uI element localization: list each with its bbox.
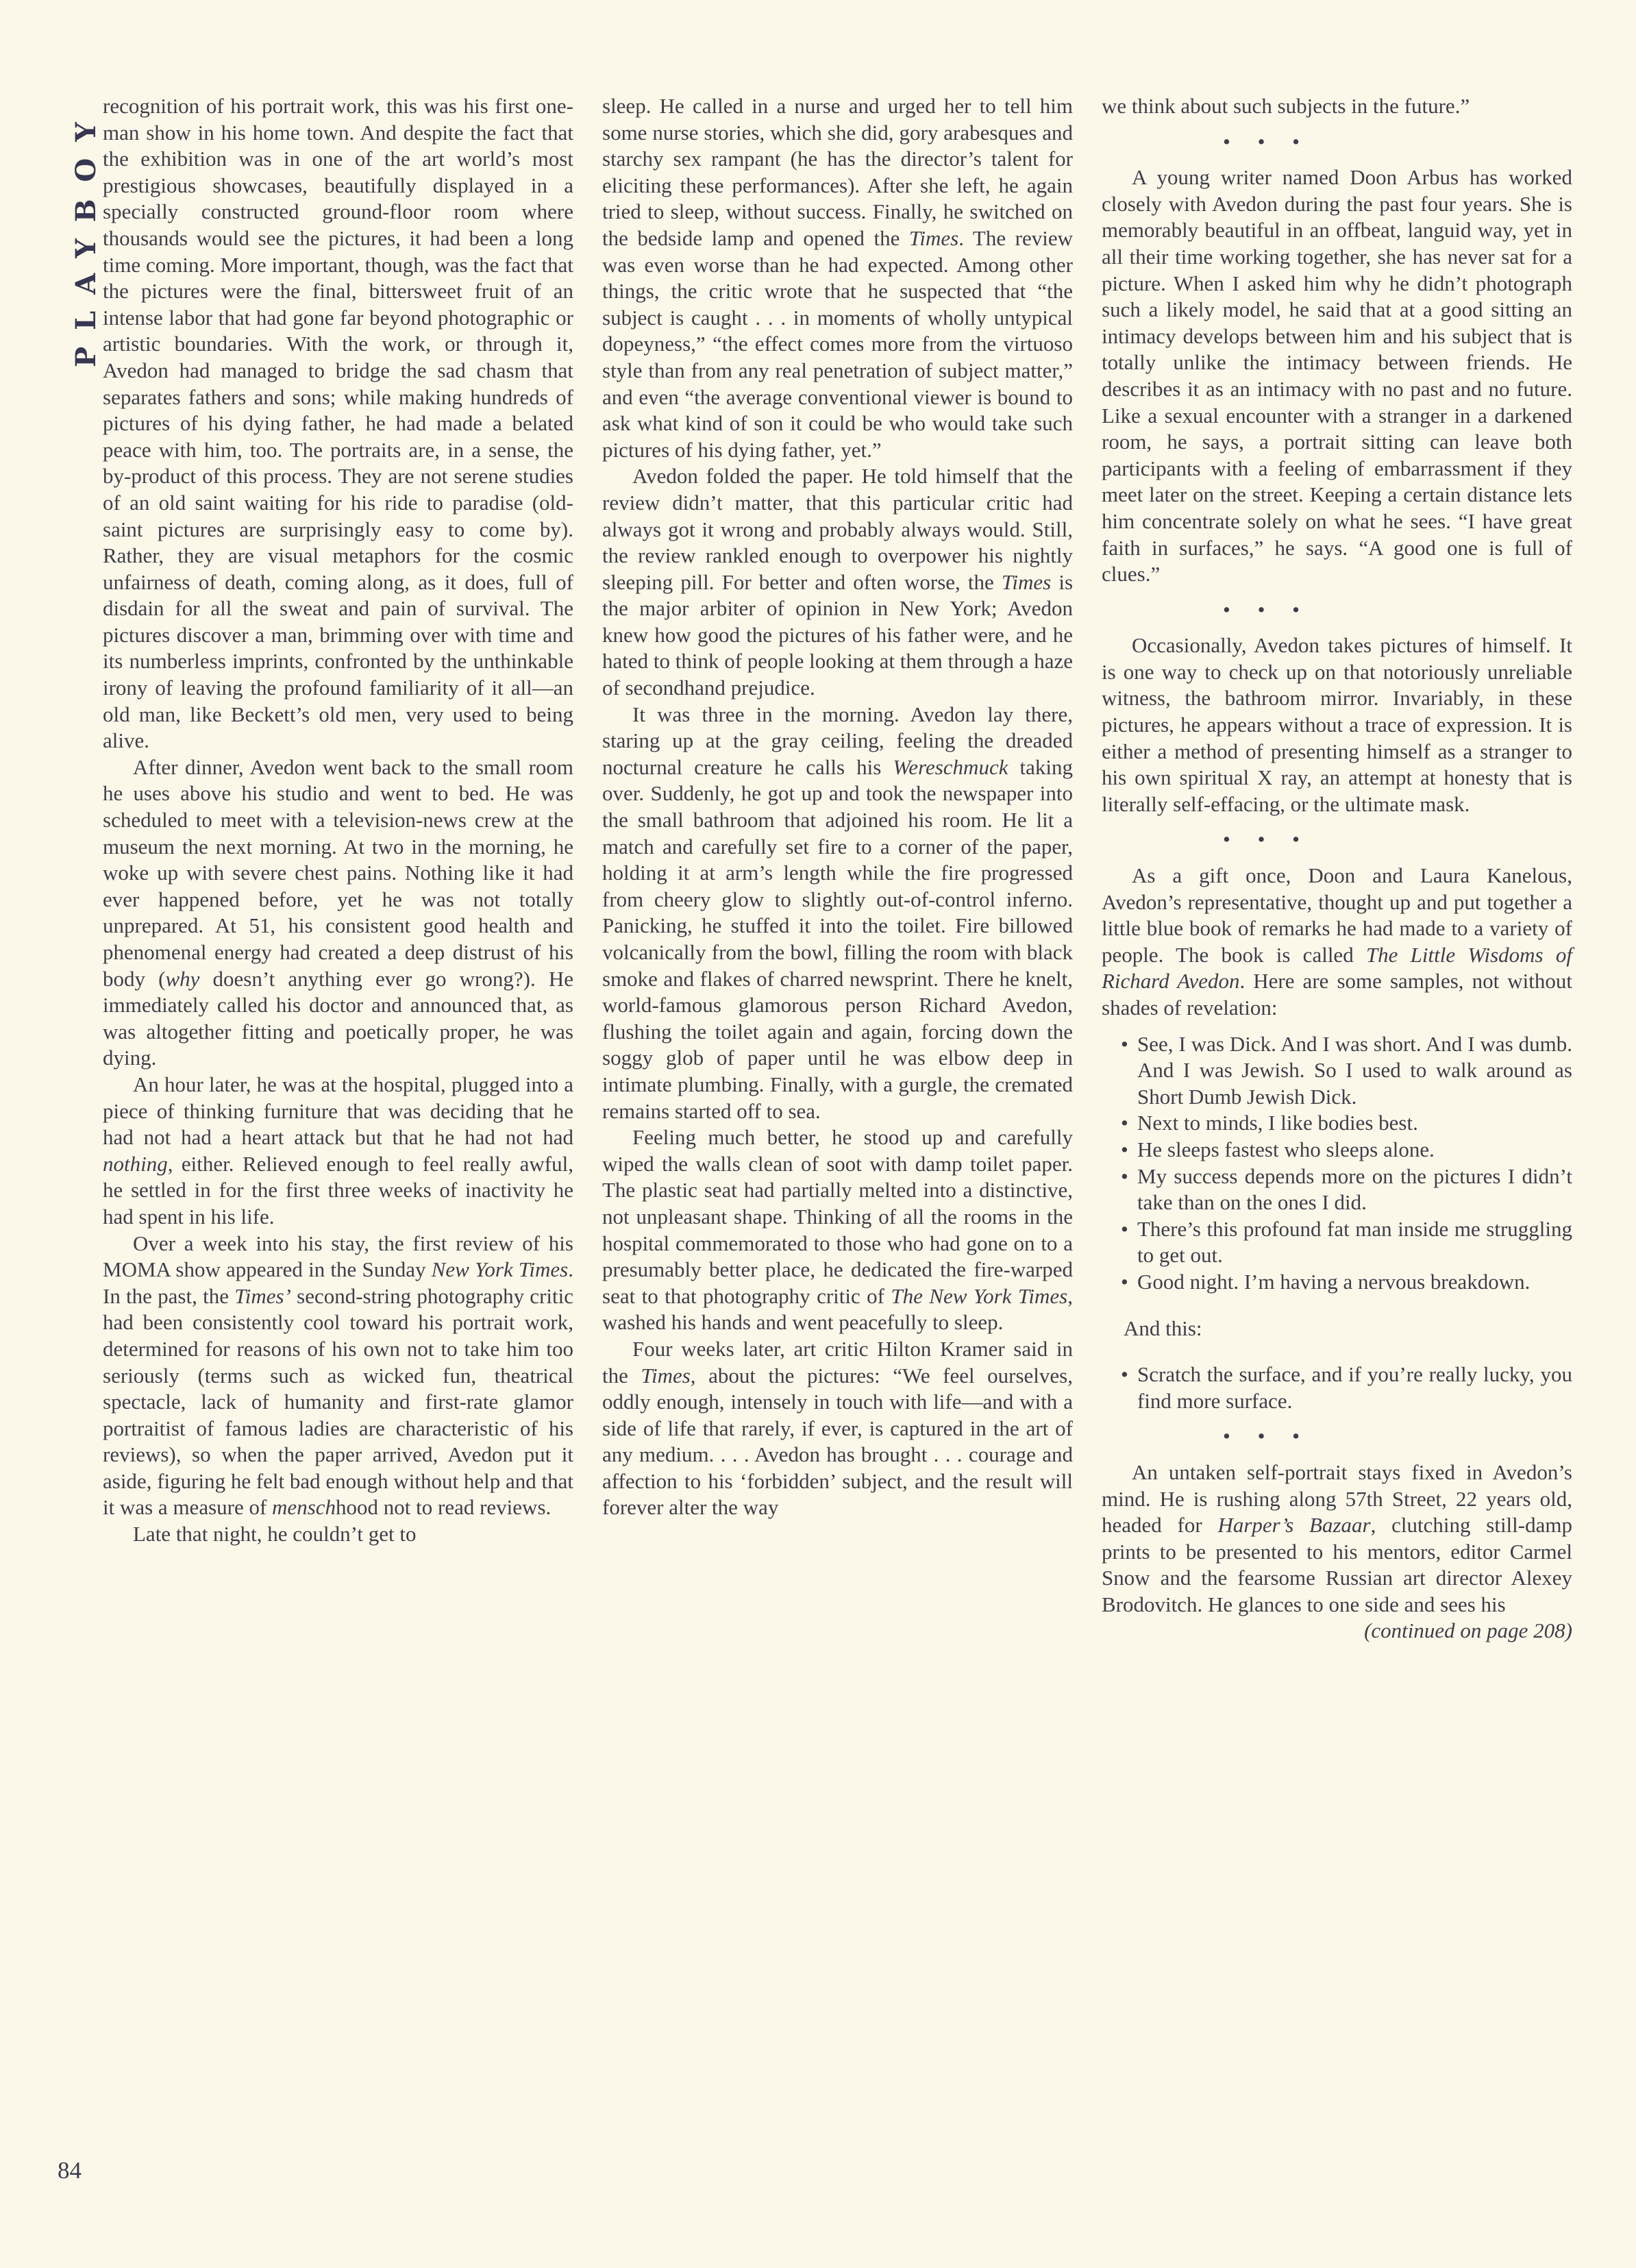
list-item-text: Scratch the surface, and if you’re really lucky, you find more surface. — [1137, 1362, 1572, 1413]
paragraph: we think about such subjects in the future.” — [1102, 94, 1470, 118]
paragraph: It was three in the morning. Avedon lay there, staring up at the gray ceiling, feeling the dreaded nocturnal creature he calls his Wereschmuck taking over. Suddenly, he got up and took the newspaper into the small bathroom that adjoined his room. He lit a match and carefully set fire to a corner of the paper, holding it at arm’s length while the fire progressed from cheery glow to slightly out-of-control inferno. Panicking, he stuffed it into the toilet. Fire billowed volcanically from the bowl, filling the room with black smoke and flakes of charred newsprint. There he knelt, world-famous glamorous person Richard Avedon, flushing the toilet again and again, forcing down the soggy glob of paper until he was elbow deep in intimate plumbing. Finally, with a gurgle, the cremated remains started off to sea. — [602, 702, 1073, 1123]
column-3 — [1102, 93, 1572, 1644]
list-item — [1102, 1031, 1572, 1111]
paragraph: An untaken self-portrait stays fixed in Avedon’s mind. He is rushing along 57th Street, 22 years old, headed for Harper’s Bazaar, clutching still-damp prints to be presented to his mentors, editor Carmel Snow and the fearsome Russian art director Alexey Brodovitch. He glances to one side and sees his — [1102, 1459, 1572, 1616]
paragraph: Avedon folded the paper. He told himself that the review didn’t matter, that this particular critic had always got it wrong and probably always would. Still, the review rankled enough to overpower his nightly sleeping pill. For better and often worse, the Times is the major arbiter of opinion in New York; Avedon knew how good the pictures of his father were, and he hated to think of people looking at them through a haze of secondhand prejudice. — [602, 464, 1074, 700]
paragraph: recognition of his portrait work, this was his first one-man show in his home town. And despite the fact that the exhibition was in one of the art world’s most prestigious showcases, beautifully displayed in a specially constructed ground-floor room where thousands would see the pictures, it had been a long time coming. More important, though, was the fact that the pictures were the final, bittersweet fruit of an intense labor that had gone far beyond photographic or artistic boundaries. With the work, or through it, Avedon had managed to bridge the sad chasm that separates fathers and sons; while making hundreds of pictures of his dying father, he had made a belated peace with him, too. The portraits are, in a sense, the by-product of this process. They are not serene studies of an old saint waiting for his ride to paradise (old-saint pictures are surprisingly easy to come by). Rather, they are visual metaphors for the cosmic unfairness of death, coming along, as it does, full of disdain for all the sweat and pain of survival. The pictures discover a man, brimming over with time and its numberless imprints, confronted by the unthinkable irony of leaving the profound familiarity of it all—an old man, like Beckett’s old men, very used to being alive. — [103, 94, 573, 753]
list-item-text: See, I was Dick. And I was short. And I was dumb. And I was Jewish. So I used to walk around as Short Dumb Jewish Dick. — [1137, 1031, 1572, 1109]
section-divider-dots: • • • — [1222, 1424, 1308, 1449]
paragraph: Feeling much better, he stood up and carefully wiped the walls clean of soot with damp toilet paper. The plastic seat had partially melted into a distinctive, not unpleasant shape. Thinking of all the rooms in the hospital commemorated to those who had gone on to a presumably better place, he dedicated the fire-warped seat to that photography critic of The New York Times, washed his hands and went peacefully to sleep. — [602, 1125, 1073, 1335]
paragraph: As a gift once, Doon and Laura Kanelous, Avedon’s representative, thought up and put together a little blue book of remarks he had made to a variety of people. The book is called The Little Wisdoms of Richard Avedon. Here are some samples, not without shades of revelation: — [1102, 863, 1573, 1020]
paragraph: After dinner, Avedon went back to the small room he uses above his studio and went to bed. He was scheduled to meet with a television-news crew at the museum the next morning. At two in the morning, he woke up with severe chest pains. Nothing like it had ever happened before, yet he was not totally unprepared. At 51, his consistent good health and phenomenal energy had created a deep distrust of his body (why doesn’t anything ever go wrong?). He immediately called his doctor and announced that, as was altogether fitting and poetically proper, he was dying. — [103, 754, 573, 1070]
column-2 — [602, 93, 1073, 1644]
list-item-text: Good night. I’m having a nervous breakdown. — [1137, 1269, 1530, 1294]
list-item — [1102, 1163, 1572, 1216]
paragraph: Late that night, he couldn’t get to — [133, 1522, 417, 1546]
list-intro: And this: — [1124, 1316, 1202, 1340]
paragraph: A young writer named Doon Arbus has worked closely with Avedon during the past four years. She is memorably beautiful in an offbeat, languid way, yet in all their time working together, she has never sat for a picture. When I asked him why he didn’t photograph such a likely model, he said that at a good sitting an intimacy develops between him and his subject that is totally unlike the intimacy between friends. He describes it as an intimacy with no past and no future. Like a sexual encounter with a stranger in a darkened room, he says, a portrait sitting can leave both participants with a feeling of embarrassment if they meet later on the street. Keeping a certain distance lets him concentrate solely on what he sees. “I have great faith in surfaces,” he says. “A good one is full of clues.” — [1102, 165, 1572, 587]
list-item-text: There’s this profound fat man inside me struggling to get out. — [1137, 1216, 1572, 1268]
paragraph: Four weeks later, art critic Hilton Kramer said in the Times, about the pictures: “We feel ourselves, oddly enough, intensely in touch with life—and with a side of life that rarely, if ever, is captured in the art of any medium. . . . Avedon has brought . . . courage and affection to his ‘forbidden’ subject, and the result will forever alter the way — [602, 1336, 1073, 1520]
magazine-title-vertical: PLAYBOY — [70, 106, 102, 367]
bullet-icon: • — [1121, 1163, 1128, 1188]
list-item-text: My success depends more on the pictures I didn’t take than on the ones I did. — [1137, 1163, 1572, 1215]
section-divider-dots: • • • — [1222, 827, 1308, 852]
list-item — [1102, 1269, 1572, 1296]
article-columns — [103, 93, 1572, 1644]
list-item — [1102, 1361, 1572, 1414]
section-divider-dots: • • • — [1222, 129, 1308, 153]
paragraph: sleep. He called in a nurse and urged her to tell him some nurse stories, which she did, gory arabesques and starchy sex rampant (he has the director’s talent for eliciting these performances). After she left, he again tried to sleep, without success. Finally, he switched on the bedside lamp and opened the Times. The review was even worse than he had expected. Among other things, the critic wrote that he suspected that “the subject is caught . . . in moments of wholly untypical dopeyness,” “the effect comes more from the virtuoso style than from any real penetration of subject matter,” and even “the average conventional viewer is bound to ask what kind of son it could be who would take such pictures of his dying father, yet.” — [602, 94, 1073, 462]
section-divider-dots: • • • — [1222, 597, 1308, 621]
paragraph: Occasionally, Avedon takes pictures of himself. It is one way to check up on that notoriously unreliable witness, the bathroom mirror. Invariably, in these pictures, he appears without a trace of expression. It is either a method of presenting himself as a stranger to his own spiritual X ray, an attempt at honesty that is literally self-effacing, or the ultimate mask. — [1102, 633, 1572, 816]
list-item — [1102, 1110, 1572, 1137]
bullet-icon: • — [1121, 1269, 1128, 1294]
paragraph: Over a week into his stay, the first review of his MOMA show appeared in the Sunday New York Times. In the past, the Times’ second-string photography critic had been consistently cool toward his portrait work, determined for reasons of his own not to take him too seriously (terms such as wicked fun, theatrical spectacle, lack of humanity and first-rate glamor portraitist of famous ladies are characteristic of his reviews), so when the paper arrived, Avedon put it aside, figuring he felt bad enough without help and that it was a measure of menschhood not to read reviews. — [103, 1231, 573, 1520]
bullet-icon: • — [1121, 1111, 1128, 1135]
column-1 — [103, 93, 573, 1644]
list-item — [1102, 1137, 1572, 1163]
bullet-icon: • — [1121, 1362, 1128, 1387]
list-item-text: He sleeps fastest who sleeps alone. — [1137, 1137, 1435, 1161]
page-number: 84 — [58, 2157, 82, 2184]
list-item-text: Next to minds, I like bodies best. — [1137, 1111, 1418, 1135]
list-item — [1102, 1216, 1572, 1269]
bullet-icon: • — [1121, 1031, 1128, 1056]
paragraph: An hour later, he was at the hospital, plugged into a piece of thinking furniture that was deciding that he had not had a heart attack but that he had not had nothing, either. Relieved enough to feel really awful, he settled in for the first three weeks of inactivity he had spent in his life. — [103, 1072, 573, 1229]
bullet-icon: • — [1121, 1137, 1128, 1161]
bullet-icon: • — [1121, 1216, 1128, 1241]
continued-notice: (continued on page 208) — [1364, 1618, 1572, 1643]
